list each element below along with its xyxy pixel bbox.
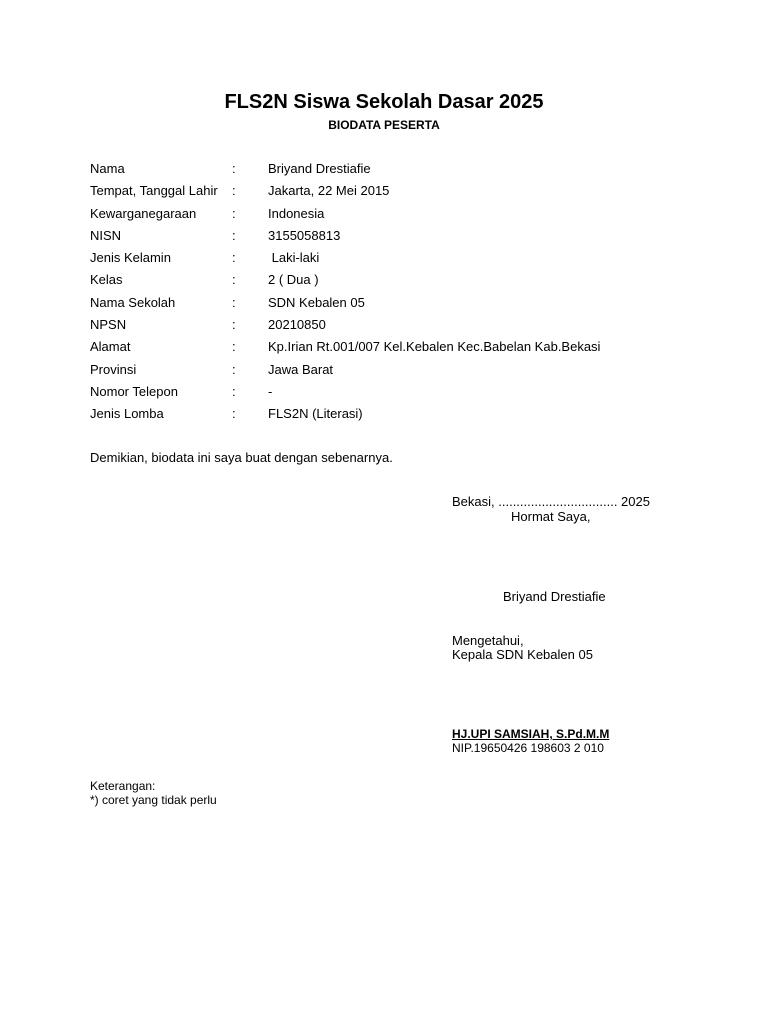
- field-value: 2 ( Dua ): [268, 272, 319, 288]
- biodata-row-jenis-lomba: [90, 403, 710, 425]
- biodata-row-nama-sekolah: [90, 292, 710, 314]
- biodata-row-nomor-telepon: [90, 381, 710, 403]
- field-separator: :: [232, 227, 236, 243]
- principal-nip: NIP.19650426 198603 2 010: [452, 741, 604, 755]
- field-value: Indonesia: [268, 205, 325, 221]
- field-label: NPSN: [90, 317, 127, 333]
- field-value: Laki-laki: [268, 250, 320, 266]
- field-separator: :: [232, 205, 236, 221]
- note-title: Keterangan:: [90, 779, 156, 793]
- field-value: FLS2N (Literasi): [268, 406, 363, 422]
- signature-place-date: Bekasi, ................................. 2025: [452, 494, 650, 509]
- field-separator: :: [232, 383, 236, 399]
- field-separator: :: [232, 361, 236, 377]
- field-separator: :: [232, 406, 236, 422]
- statement-text: Demikian, biodata ini saya buat dengan sebenarnya.: [90, 450, 393, 465]
- principal-title: Kepala SDN Kebalen 05: [452, 647, 593, 662]
- field-label: Alamat: [90, 339, 131, 355]
- field-value: 20210850: [268, 317, 326, 333]
- document-title: FLS2N Siswa Sekolah Dasar 2025: [224, 91, 544, 113]
- field-label: Tempat, Tanggal Lahir: [90, 183, 218, 199]
- field-separator: :: [232, 339, 236, 355]
- field-separator: :: [232, 183, 236, 199]
- field-label: Nomor Telepon: [90, 383, 178, 399]
- field-value: SDN Kebalen 05: [268, 294, 365, 310]
- biodata-row-provinsi: [90, 359, 710, 381]
- principal-name: HJ.UPI SAMSIAH, S.Pd.M.M: [452, 727, 610, 741]
- field-separator: :: [232, 294, 236, 310]
- field-label: Jenis Lomba: [90, 406, 164, 422]
- field-label: Kelas: [90, 272, 123, 288]
- field-value: Kp.Irian Rt.001/007 Kel.Kebalen Kec.Babelan Kab.Bekasi: [268, 339, 601, 355]
- field-separator: :: [232, 272, 236, 288]
- biodata-table: [90, 158, 710, 426]
- biodata-row-npsn: [90, 314, 710, 336]
- field-label: Kewarganegaraan: [90, 205, 197, 221]
- biodata-row-ttl: [90, 180, 710, 202]
- field-label: Nama: [90, 161, 125, 176]
- biodata-row-nisn: [90, 225, 710, 247]
- signer-name: Briyand Drestiafie: [503, 589, 606, 604]
- field-label: Jenis Kelamin: [90, 250, 171, 266]
- field-label: Provinsi: [90, 361, 137, 377]
- field-label: Nama Sekolah: [90, 294, 176, 310]
- field-value: 3155058813: [268, 227, 341, 243]
- biodata-row-kewarganegaraan: [90, 203, 710, 225]
- field-value: -: [268, 383, 273, 399]
- field-separator: :: [232, 161, 236, 176]
- signature-regards: Hormat Saya,: [511, 509, 591, 524]
- field-separator: :: [232, 317, 236, 333]
- biodata-row-alamat: [90, 336, 710, 358]
- biodata-row-kelas: [90, 269, 710, 291]
- biodata-row-jenis-kelamin: [90, 247, 710, 269]
- biodata-row-nama: [90, 158, 710, 180]
- note-text: *) coret yang tidak perlu: [90, 793, 217, 807]
- field-separator: :: [232, 250, 236, 266]
- field-value: Briyand Drestiafie: [268, 161, 371, 176]
- document-subtitle: BIODATA PESERTA: [328, 118, 440, 132]
- approval-acknowledged: Mengetahui,: [452, 633, 524, 648]
- field-label: NISN: [90, 227, 122, 243]
- field-value: Jakarta, 22 Mei 2015: [268, 183, 390, 199]
- field-value: Jawa Barat: [268, 361, 334, 377]
